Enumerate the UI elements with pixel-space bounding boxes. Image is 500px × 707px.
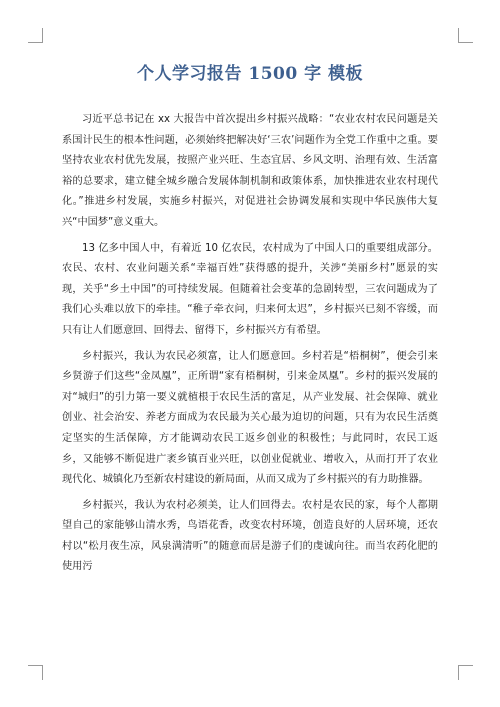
- document-body: [62, 110, 438, 583]
- paragraph-1: 习近平总书记在 xx 大报告中首次提出乡村振兴战略：“农业农村农民问题是关系国计民生的根本性问题，必须始终把解决好‘三农’问题作为全党工作重中之重。要坚持农业农村优先发展，按照产业兴旺、生态宜居、乡风文明、治理有效、生活富裕的总要求，建立健全城乡融合发展体制机制和政策体系，加快推进农业农村现代化。”推进乡村发展，实施乡村振兴，对促进社会协调发展和实现中华民族伟大复兴“中国梦”意义重大。: [62, 114, 438, 228]
- crop-mark-bottom-left: [28, 665, 43, 680]
- crop-mark-top-left: [28, 28, 43, 43]
- document-title: 个人学习报告 1500 字 模板: [136, 64, 364, 84]
- paragraph-4: 乡村振兴，我认为农村必须美，让人们回得去。农村是农民的家，每个人都期望自己的家能够山清水秀，鸟语花香，改变农村环境，创造良好的人居环境，还农村以“松月夜生凉，风泉满清听”的随意而居是游子们的虔诚向往。而当农药化肥的使用污: [62, 499, 438, 573]
- crop-mark-top-right: [458, 28, 473, 43]
- paragraph-2: 13 亿多中国人中，有着近 10 亿农民，农村成为了中国人口的重要组成部分。农民、农村、农业问题关系“幸福百姓”获得感的提升，关涉“美丽乡村”愿景的实现，关乎“乡土中国”的可持续发展。但随着社会变革的急剧转型，三农问题成为了我们心头难以放下的牵挂。“稚子牵衣问，归来何太迟”，乡村振兴已刻不容缓，而只有让人们愿意回、回得去、留得下，乡村振兴方有希望。: [62, 242, 438, 336]
- paragraph-3: 乡村振兴，我认为农民必须富，让人们愿意回。乡村若是“梧桐树”，便会引来乡贤游子们这些“金凤凰”，正所谓“家有梧桐树，引来金凤凰”。乡村的振兴发展的对“城归”的引力第一要义就植根于农民生活的富足，从产业发展、社会保障、就业创业、社会治安、养老方面成为农民最为关心最为迫切的问题，只有为农民生活奠定坚实的生活保障，方才能调动农民工返乡创业的积极性；与此同时，农民工返乡，又能够不断促进广袤乡镇百业兴旺，以创业促就业、增收入，从而打开了农业现代化、城镇化乃至新农村建设的新局面，从而又成为了乡村振兴的有力助推器。: [62, 350, 438, 486]
- crop-mark-bottom-right: [458, 665, 473, 680]
